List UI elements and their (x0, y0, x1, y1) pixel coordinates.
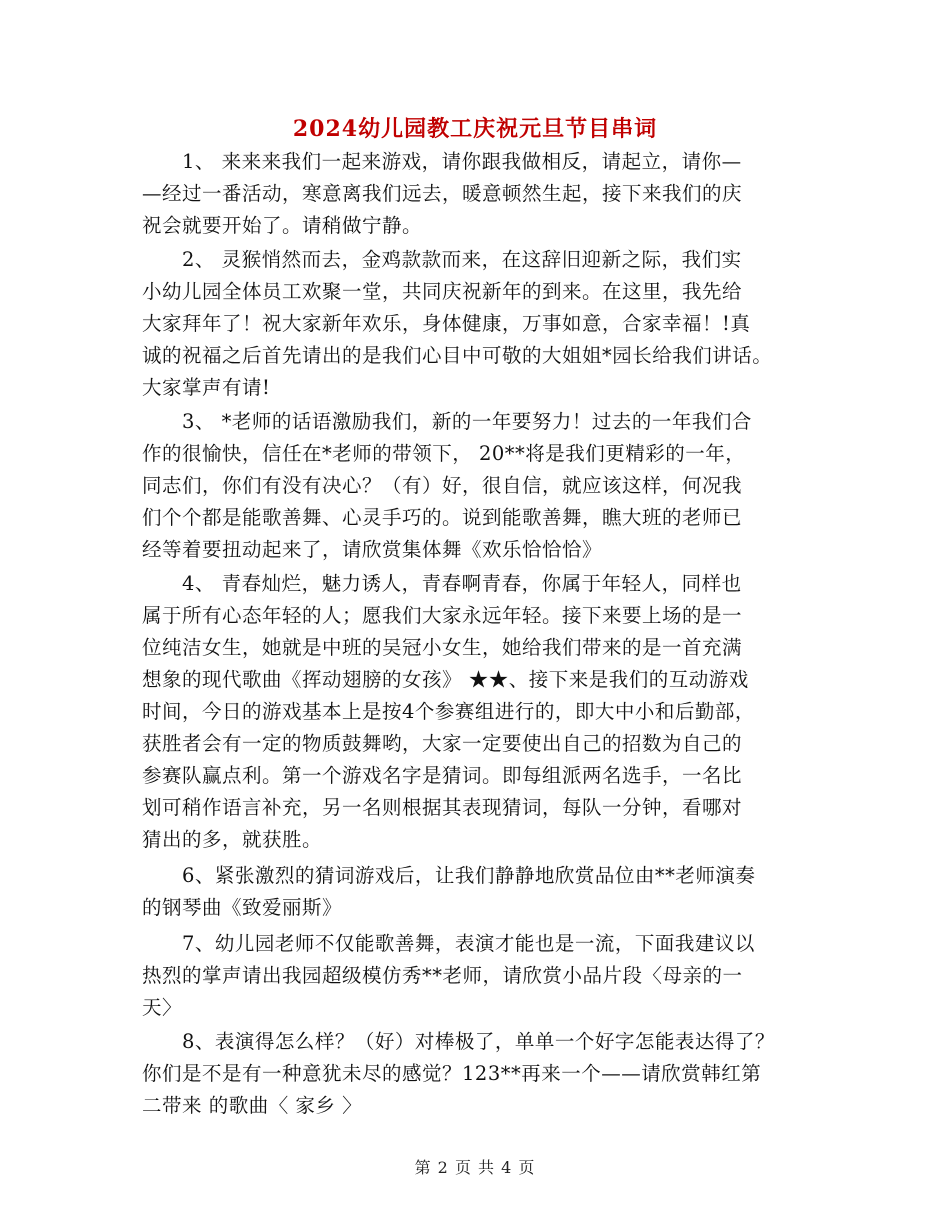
text-line: 大家拜年了！祝大家新年欢乐，身体健康，万事如意，合家幸福！!真 (142, 312, 751, 335)
text-line: 们个个都是能歌善舞、心灵手巧的。说到能歌善舞，瞧大班的老师已 (142, 506, 743, 529)
text-line: 时间，今日的游戏基本上是按4个参赛组进行的，即大中小和后勤部， (142, 700, 755, 723)
text-line: 7、幼儿园老师不仅能歌善舞，表演才能也是一流，下面我建议以 (142, 932, 755, 955)
text-line: 小幼儿园全体员工欢聚一堂，共同庆祝新年的到来。在这里，我先给 (142, 280, 743, 303)
text-line: 经等着要扭动起来了，请欣赏集体舞《欢乐恰恰恰》 (142, 538, 603, 561)
text-line: 二带来 的歌曲〈 家乡 〉 (142, 1094, 363, 1117)
text-line: 属于所有心态年轻的人；愿我们大家永远年轻。接下来要上场的是一 (142, 604, 743, 627)
text-line: 天〉 (142, 996, 183, 1019)
text-line: 同志们，你们有没有决心？（有）好，很自信，就应该这样，何况我 (142, 474, 743, 497)
text-line: 大家掌声有请! (142, 376, 271, 399)
text-line: 6、紧张激烈的猜词游戏后，让我们静静地欣赏品位由**老师演奏 (142, 864, 756, 887)
text-line: 祝会就要开始了。请稍做宁静。 (142, 214, 423, 237)
text-line: 你们是不是有一种意犹未尽的感觉？123**再来一个——请欣赏韩红第 (142, 1062, 762, 1085)
text-line: 3、 *老师的话语激励我们，新的一年要努力！过去的一年我们合 (142, 410, 752, 433)
document-title: 2024幼儿园教工庆祝元旦节目串词 (292, 116, 658, 142)
text-line: 参赛队赢点利。第一个游戏名字是猜词。即每组派两名选手，一名比 (142, 764, 743, 787)
text-line: 想象的现代歌曲《挥动翅膀的女孩》 ★★、接下来是我们的互动游戏 (142, 668, 749, 691)
text-line: 诚的祝福之后首先请出的是我们心目中可敬的大姐姐*园长给我们讲话。 (142, 344, 773, 367)
text-line: 划可稍作语言补充，另一名则根据其表现猜词，每队一分钟，看哪对 (142, 796, 743, 819)
text-line: 2、 灵猴悄然而去，金鸡款款而来，在这辞旧迎新之际，我们实 (142, 248, 742, 271)
text-line: 8、表演得怎么样？（好）对棒极了，单单一个好字怎能表达得了？ (142, 1030, 775, 1053)
page-number-footer: 第 2 页 共 4 页 (414, 1158, 536, 1177)
text-line: 作的很愉快，信任在*老师的带领下， 20**将是我们更精彩的一年， (142, 442, 746, 465)
text-line: 位纯洁女生，她就是中班的吴冠小女生，她给我们带来的是一首充满 (142, 636, 743, 659)
text-line: 的钢琴曲《致爱丽斯》 (142, 896, 343, 919)
text-line: 获胜者会有一定的物质鼓舞哟，大家一定要使出自己的招数为自己的 (142, 732, 743, 755)
text-line: —经过一番活动，寒意离我们远去，暖意顿然生起，接下来我们的庆 (142, 182, 743, 205)
text-line: 4、 青春灿烂，魅力诱人，青春啊青春，你属于年轻人，同样也 (142, 572, 742, 595)
text-line: 热烈的掌声请出我园超级模仿秀**老师，请欣赏小品片段〈母亲的一 (142, 964, 743, 987)
text-line: 1、 来来来我们一起来游戏，请你跟我做相反，请起立，请你— (142, 150, 742, 173)
text-line: 猜出的多，就获胜。 (142, 828, 323, 851)
